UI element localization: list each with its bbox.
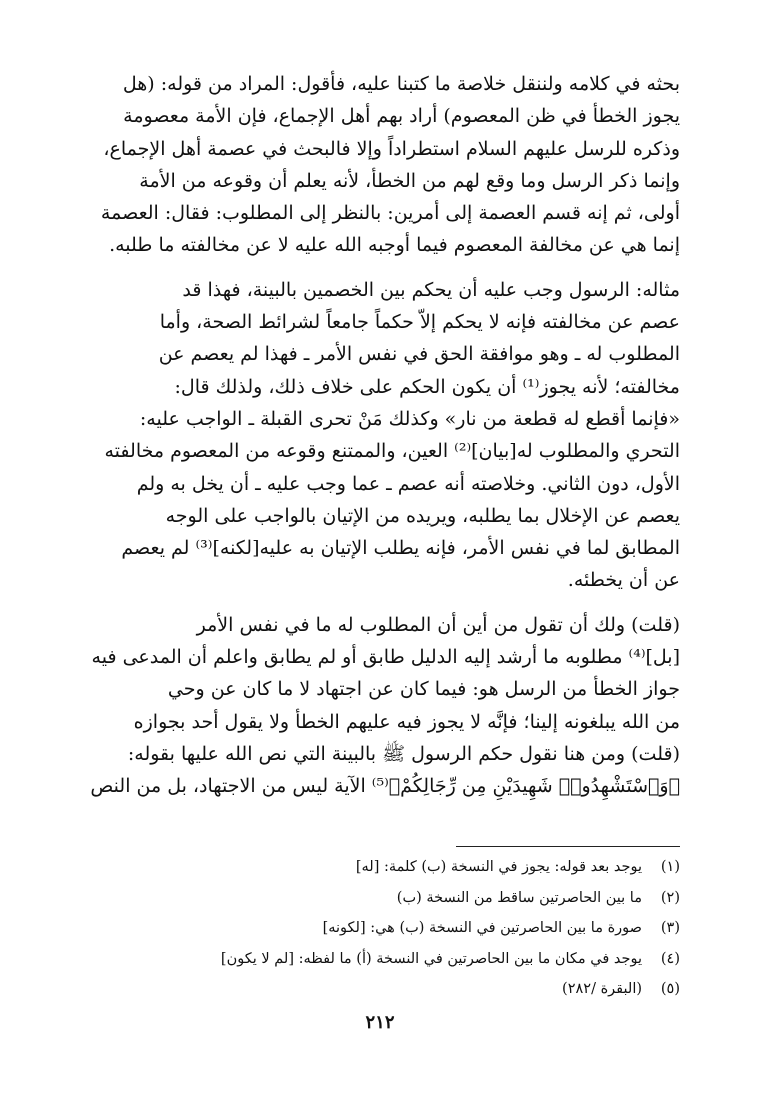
footnote-divider [456, 846, 680, 847]
text-line: وذكره للرسل عليهم السلام استطراداً وإلا فالبحث في عصمة أهل الإجماع، [103, 137, 680, 160]
text-line: المطابق لما في نفس الأمر، فإنه يطلب الإتيان به عليه[لكنه]⁽³⁾ لم يعصم [121, 537, 680, 560]
paragraph-3 [84, 609, 680, 803]
footnote-5 [84, 974, 680, 1005]
text-line: عصم عن مخالفته فإنه لا يحكم إلاّ حكماً جامعاً لشرائط الصحة، وأما [159, 311, 680, 334]
text-line: مخالفته؛ لأنه يجوز⁽¹⁾ أن يكون الحكم على خلاف ذلك، ولذلك قال: [174, 375, 680, 398]
text-line: «فإنما أقطع له قطعة من نار» وكذلك مَنْ تحرى القبلة ـ الواجب عليه: [139, 407, 680, 430]
footnotes [84, 852, 680, 1005]
page-number: ٢١٢ [365, 1012, 395, 1033]
paragraph-1 [84, 68, 680, 262]
text-line: إنما هي عن مخالفة المعصوم فيما أوجبه الله عليه لا عن مخالفته ما طلبه. [109, 234, 680, 257]
text-line: المطلوب له ـ وهو موافقة الحق في نفس الأمر ـ فهذا لم يعصم عن [158, 343, 680, 366]
text-line: [بل]⁽⁴⁾ مطلوبه ما أرشد إليه الدليل طابق أو لم يطابق واعلم أن المدعى فيه [91, 646, 680, 669]
footnote-number: (٣) [660, 920, 680, 936]
footnote-3 [84, 913, 680, 944]
text-line: مثاله: الرسول وجب عليه أن يحكم بين الخصمين بالبينة، فهذا قد [182, 278, 680, 301]
footnote-number: (٤) [660, 950, 680, 967]
text-line: من الله يبلغونه إلينا؛ فإنَّه لا يجوز فيه عليهم الخطأ ولا يقول أحد بجوازه [133, 710, 680, 733]
footnote-1 [84, 852, 680, 883]
footnote-2 [84, 883, 680, 914]
footnote-text: صورة ما بين الحاصرتين في النسخة (ب) هي: [لكونه] [322, 920, 642, 936]
paragraph-2 [84, 274, 680, 597]
main-text [84, 68, 680, 815]
text-line: عن أن يخطئه. [567, 569, 680, 592]
text-line: يعصم عن الإخلال بما يطلبه، ويريده من الإتيان بالواجب على الوجه [165, 504, 680, 527]
footnote-text: ما بين الحاصرتين ساقط من النسخة (ب) [396, 889, 642, 906]
footnote-text: يوجد في مكان ما بين الحاصرتين في النسخة (أ) ما لفظه: [لم لا يكون] [220, 950, 642, 967]
text-line: التحري والمطلوب له[بيان]⁽²⁾ العين، والممتنع وقوعه من المعصوم مخالفته [104, 440, 680, 463]
footnote-text: يوجد بعد قوله: يجوز في النسخة (ب) كلمة: [له] [355, 859, 642, 875]
footnote-number: (١) [660, 859, 680, 875]
text-line: يجوز الخطأ في ظن المعصوم) أراد بهم أهل الإجماع، فإن الأمة معصومة [123, 105, 680, 128]
text-line: وإنما ذكر الرسل وما وقع لهم من الخطأ، لأنه يعلم أن وقوعه من الأمة [139, 169, 680, 192]
text-line: جواز الخطأ من الرسل هو: فيما كان عن اجتهاد لا ما كان عن وحي [167, 678, 680, 701]
footnote-text: (البقرة /٢٨٢) [562, 981, 642, 997]
footnote-4 [84, 944, 680, 975]
text-line: أولى، ثم إنه قسم العصمة إلى أمرين: بالنظر إلى المطلوب: فقال: العصمة [100, 202, 680, 225]
text-line: بحثه في كلامه ولننقل خلاصة ما كتبنا عليه، فأقول: المراد من قوله: (هل [122, 73, 680, 95]
text-line: (قلت) ومن هنا نقول حكم الرسول ﷺ بالبينة التي نص الله عليها بقوله: [127, 742, 680, 765]
text-line: الأول، دون الثاني. وخلاصته أنه عصم ـ عما وجب عليه ـ أن يخل به ولم [136, 472, 680, 495]
text-line: ﴿وَٱسْتَشْهِدُوا۟ شَهِيدَيْنِ مِن رِّجَالِكُمْ﴾⁽⁵⁾ الآية ليس من الاجتهاد، بل من النص [90, 775, 680, 798]
text-line: (قلت) ولك أن تقول من أين أن المطلوب له ما في نفس الأمر [196, 613, 680, 636]
footnote-number: (٢) [660, 889, 680, 906]
footnote-number: (٥) [660, 981, 680, 997]
